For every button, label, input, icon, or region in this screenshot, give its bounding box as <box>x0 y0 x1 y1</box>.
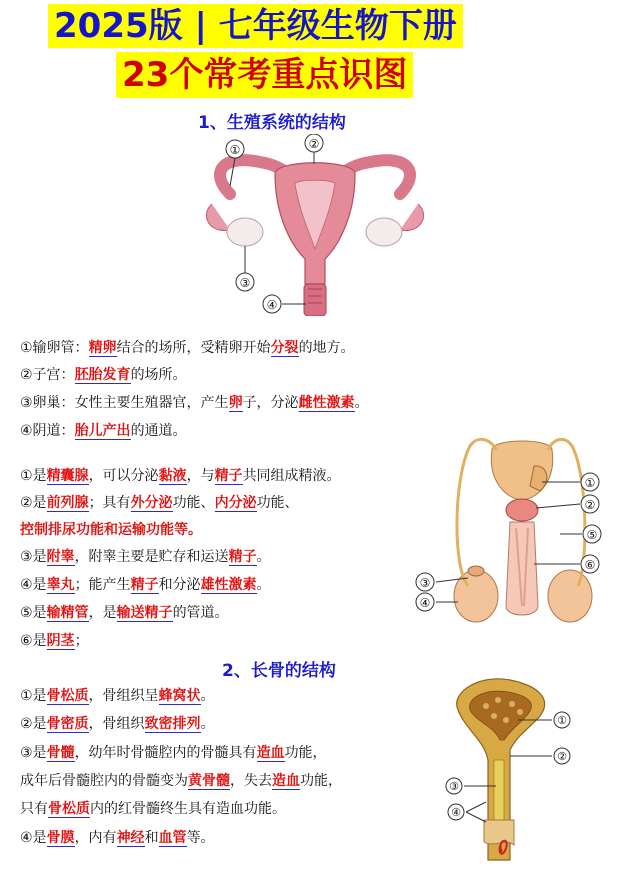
text-segment: ，与 <box>186 468 215 484</box>
key-term: 骨膜 <box>46 830 75 846</box>
male-label-6 <box>581 555 599 573</box>
svg-text:④: ④ <box>266 298 278 312</box>
bone-label-4 <box>448 804 464 820</box>
text-segment: 。 <box>200 688 215 704</box>
key-term: 卵 <box>228 395 243 411</box>
male-line-7 <box>20 631 89 651</box>
text-segment: 等。 <box>186 830 215 846</box>
long-bone-diagram <box>440 670 590 870</box>
key-term: 造血 <box>256 745 285 761</box>
svg-text:①: ① <box>229 143 241 157</box>
key-term: 精卵 <box>88 340 117 356</box>
key-term: 输精管 <box>46 605 89 621</box>
key-term: 精子 <box>214 468 243 484</box>
text-segment: ③是 <box>20 745 47 761</box>
male-line-1 <box>20 466 341 486</box>
female-reproductive-diagram <box>200 134 430 316</box>
text-segment: ； <box>74 633 89 649</box>
female-label-3 <box>236 273 254 291</box>
text-segment: ；能产生 <box>74 577 131 593</box>
bone-line-5 <box>20 799 286 819</box>
key-term: 雌性激素 <box>298 395 355 411</box>
female-label-4 <box>263 295 281 313</box>
text-segment: ③卵巢：女性主要生殖器官，产生 <box>20 395 229 411</box>
text-segment: 子，分泌 <box>242 395 299 411</box>
text-segment: ⑤是 <box>20 605 47 621</box>
text-segment: 的场所。 <box>130 367 187 383</box>
key-term: 黄骨髓 <box>188 773 230 789</box>
key-term: 神经 <box>116 830 145 846</box>
key-term: 前列腺 <box>46 495 89 511</box>
key-term: 阴茎 <box>46 633 75 649</box>
text-segment: ，是 <box>88 605 117 621</box>
male-line-2 <box>20 493 299 513</box>
text-segment: ⑥是 <box>20 633 47 649</box>
text-segment: ①输卵管： <box>20 340 89 356</box>
svg-text:②: ② <box>584 498 596 512</box>
text-segment: 内的红骨髓终生具有造血功能。 <box>90 801 286 817</box>
key-term: 黏液 <box>158 468 187 484</box>
svg-text:①: ① <box>584 476 596 490</box>
section-heading-long-bone: 2、长骨的结构 <box>222 661 336 681</box>
key-term: 输送精子 <box>116 605 173 621</box>
text-segment: ②是 <box>20 495 47 511</box>
key-term: 精子 <box>130 577 159 593</box>
key-term: 控制排尿功能和运输功能等。 <box>20 522 202 538</box>
text-segment: 功能、 <box>256 495 299 511</box>
text-segment: 共同组成精液。 <box>242 468 341 484</box>
text-segment: ④是 <box>20 830 47 846</box>
text-segment: 。 <box>256 577 271 593</box>
text-segment: ①是 <box>20 688 47 704</box>
svg-text:④: ④ <box>451 806 461 819</box>
svg-text:②: ② <box>308 137 320 151</box>
text-segment: 。 <box>200 716 215 732</box>
bone-line-6 <box>20 828 215 848</box>
male-label-3 <box>416 573 434 591</box>
male-label-5 <box>583 525 601 543</box>
key-term: 骨髓 <box>46 745 75 761</box>
text-segment: 的地方。 <box>298 340 355 356</box>
text-segment: ，可以分泌 <box>88 468 159 484</box>
main-title: 2025版 | 七年级生物下册 <box>48 4 463 48</box>
text-segment: ③是 <box>20 549 47 565</box>
key-term: 精子 <box>228 549 257 565</box>
text-segment: 成年后骨髓腔内的骨髓变为 <box>20 773 188 789</box>
key-term: 睾丸 <box>46 577 75 593</box>
female-line-1 <box>20 338 355 358</box>
key-term: 骨密质 <box>46 716 89 732</box>
male-label-4 <box>416 593 434 611</box>
text-segment: 结合的场所，受精卵开始 <box>116 340 271 356</box>
key-term: 胚胎发育 <box>74 367 131 383</box>
text-segment: 。 <box>354 395 369 411</box>
key-term: 蜂窝状 <box>158 688 201 704</box>
text-segment: ，附睾主要是贮存和运送 <box>74 549 229 565</box>
male-reproductive-diagram <box>412 436 618 626</box>
female-line-4 <box>20 421 187 441</box>
text-segment: 的通道。 <box>130 423 187 439</box>
text-segment: 。 <box>256 549 271 565</box>
key-term: 雄性激素 <box>200 577 257 593</box>
text-segment: 功能， <box>284 745 327 761</box>
text-segment: 和分泌 <box>158 577 201 593</box>
bone-line-4 <box>20 771 342 791</box>
key-term: 血管 <box>158 830 187 846</box>
text-segment: ；具有 <box>88 495 131 511</box>
text-segment: ，骨组织呈 <box>88 688 159 704</box>
bone-label-2 <box>554 748 570 764</box>
male-line-6 <box>20 603 229 623</box>
text-segment: ，失去 <box>230 773 272 789</box>
bone-label-1 <box>554 712 570 728</box>
key-term: 骨松质 <box>48 801 90 817</box>
text-segment: 只有 <box>20 801 48 817</box>
male-line-5 <box>20 575 271 595</box>
bone-line-3 <box>20 743 327 763</box>
svg-text:⑥: ⑥ <box>584 558 596 572</box>
female-label-1 <box>226 140 244 158</box>
svg-text:③: ③ <box>419 576 431 590</box>
svg-text:④: ④ <box>419 596 431 610</box>
male-label-2 <box>581 495 599 513</box>
male-line-4 <box>20 547 271 567</box>
text-segment: 的管道。 <box>172 605 229 621</box>
key-term: 附睾 <box>46 549 75 565</box>
key-term: 胎儿产出 <box>74 423 131 439</box>
text-segment: 和 <box>144 830 159 846</box>
text-segment: 功能， <box>300 773 342 789</box>
svg-text:③: ③ <box>239 276 251 290</box>
bone-line-2 <box>20 714 215 734</box>
female-line-2 <box>20 365 187 385</box>
svg-text:③: ③ <box>449 780 459 793</box>
key-term: 分裂 <box>270 340 299 356</box>
bone-label-3 <box>446 778 462 794</box>
key-term: 骨松质 <box>46 688 89 704</box>
svg-text:①: ① <box>557 714 567 727</box>
text-segment: 功能、 <box>172 495 215 511</box>
male-label-1 <box>581 473 599 491</box>
female-label-2 <box>305 134 323 152</box>
text-segment: ①是 <box>20 468 47 484</box>
text-segment: ④是 <box>20 577 47 593</box>
section-heading-reproductive: 1、生殖系统的结构 <box>198 113 346 133</box>
text-segment: ，骨组织 <box>88 716 145 732</box>
male-line-3 <box>20 520 202 540</box>
key-term: 外分泌 <box>130 495 173 511</box>
svg-text:⑤: ⑤ <box>586 528 598 542</box>
bone-line-1 <box>20 686 215 706</box>
text-segment: ，内有 <box>74 830 117 846</box>
text-segment: ②子宫： <box>20 367 75 383</box>
key-term: 致密排列 <box>144 716 201 732</box>
text-segment: ②是 <box>20 716 47 732</box>
text-segment: ，幼年时骨髓腔内的骨髓具有 <box>74 745 257 761</box>
key-term: 造血 <box>272 773 300 789</box>
key-term: 内分泌 <box>214 495 257 511</box>
sub-title: 23个常考重点识图 <box>116 52 413 98</box>
female-line-3 <box>20 393 369 413</box>
text-segment: ④阴道： <box>20 423 75 439</box>
svg-text:②: ② <box>557 750 567 763</box>
key-term: 精囊腺 <box>46 468 89 484</box>
